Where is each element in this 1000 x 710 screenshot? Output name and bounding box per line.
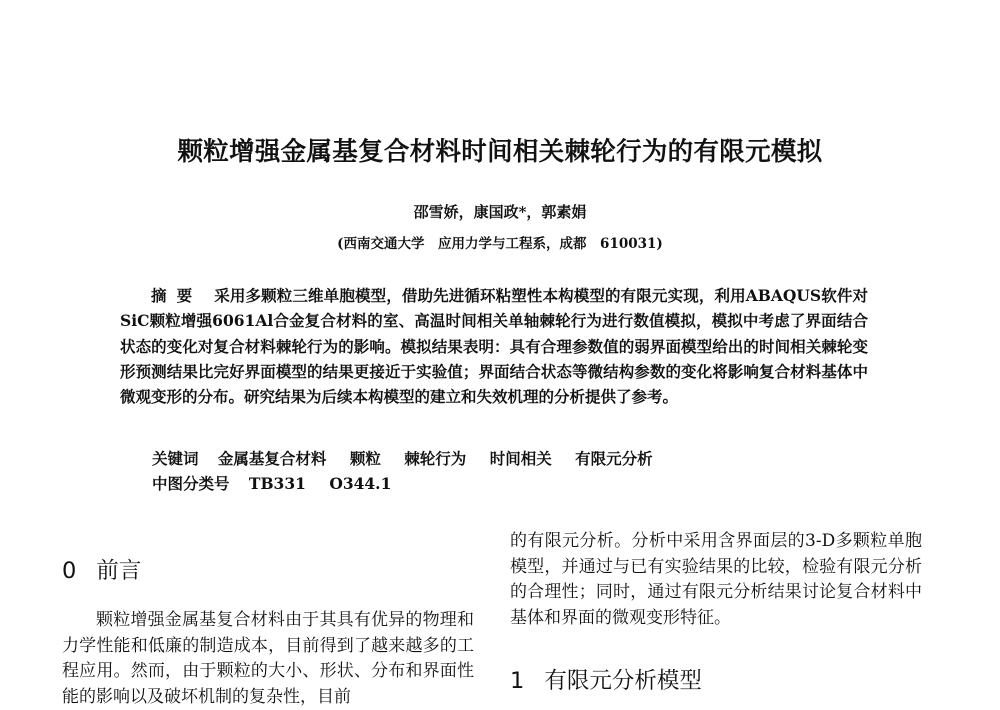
author-list: 邵雪娇，康国政*，郭素娟 [413, 203, 587, 221]
section-number: 0 [62, 558, 77, 584]
classification-code: TB331 [248, 474, 306, 493]
section-title: 前言 [96, 558, 142, 584]
left-column [62, 608, 474, 710]
paper-title: 颗粒增强金属基复合材料时间相关棘轮行为的有限元模拟 [177, 137, 823, 167]
keyword: 时间相关 [489, 449, 552, 468]
keywords-label: 关键词 [152, 450, 199, 468]
right-column [510, 529, 922, 631]
abstract-label: 摘要 [151, 286, 203, 305]
affiliation: (西南交通大学 应用力学与工程系，成都 610031) [337, 236, 663, 252]
abstract [120, 283, 868, 409]
classification-line [152, 472, 409, 494]
classification-label: 中图分类号 [152, 475, 230, 493]
keyword: 棘轮行为 [404, 449, 467, 468]
section-heading-introduction [62, 553, 141, 585]
keyword: 有限元分析 [575, 449, 653, 468]
keyword: 颗粒 [349, 449, 381, 468]
keyword: 金属基复合材料 [217, 449, 327, 468]
section-number: 1 [510, 668, 525, 694]
classification-code: O344.1 [329, 474, 392, 493]
section-title: 有限元分析模型 [544, 668, 702, 694]
intro-paragraph: 颗粒增强金属基复合材料由于其具有优异的物理和力学性能和低廉的制造成本，目前得到了越来越多的工程应用。然而，由于颗粒的大小、形状、分布和界面性能的影响以及破坏机制的复杂性，目前 [62, 610, 474, 707]
keywords-line [152, 447, 671, 469]
body-paragraph: 的有限元分析。分析中采用含界面层的3-D多颗粒单胞模型，并通过与已有实验结果的比较，检验有限元分析的合理性；同时，通过有限元分析结果讨论复合材料中基体和界面的微观变形特征。 [510, 531, 922, 628]
abstract-text: 采用多颗粒三维单胞模型，借助先进循环粘塑性本构模型的有限元实现，利用ABAQUS软件对SiC颗粒增强6061Al合金复合材料的室、高温时间相关单轴棘轮行为进行数值模拟，模拟中考虑了界面结合状态的变化对复合材料棘轮行为的影响。模拟结果表明：具有合理参数值的弱界面模型给出的时间相关棘轮变形预测结果比完好界面模型的结果更接近于实验值；界面结合状态等微结构参数的变化将影响复合材料基体中微观变形的分布。研究结果为后续本构模型的建立和失效机理的分析提供了参考。 [120, 286, 868, 407]
section-heading-fem-model [510, 663, 702, 695]
